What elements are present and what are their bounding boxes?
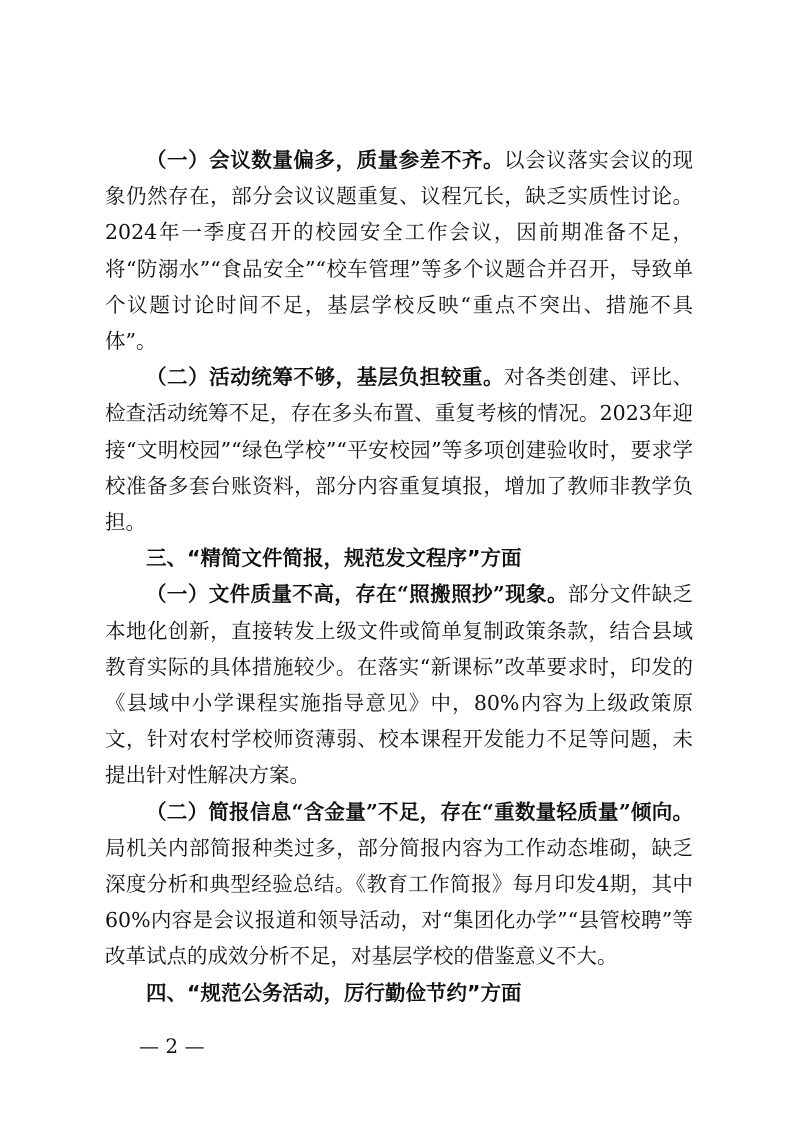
paragraph-lead: （一）文件质量不高，存在“照搬照抄”现象。 bbox=[146, 582, 568, 607]
paragraph-lead: （一）会议数量偏多，质量参差不齐。 bbox=[146, 148, 505, 172]
section-heading-3: 三、“精简文件简报，规范发文程序”方面 bbox=[146, 546, 522, 571]
paragraph-text: 以会议落实会议的现象仍然存在，部分会议议题重复、议程冗长，缺乏实质性讨论。2024年一季度召开的校园安全工作会议，因前期准备不足，将“防溺水”“食品安全”“校车管理”等多个议题合并召开，导致单个议题讨论时间不足，基层学校反映“重点不突出、措施不具体”。 bbox=[105, 148, 694, 354]
document-body bbox=[105, 142, 693, 1011]
paragraph-activities bbox=[105, 359, 693, 540]
paragraph-text: 部分文件缺乏本地化创新，直接转发上级文件或简单复制政策条款，结合县域教育实际的具体措施较少。在落实“新课标”改革要求时，印发的《县域中小学课程实施指导意见》中，80%内容为上级政策原文，针对农村学校师资薄弱、校本课程开发能力不足等问题，未提出针对性解决方案。 bbox=[105, 582, 693, 788]
paragraph-text: 局机关内部简报种类过多，部分简报内容为工作动态堆砌，缺乏深度分析和典型经验总结。《教育工作简报》每月印发4期，其中60%内容是会议报道和领导活动，对“集团化办学”“县管校聘”等改革试点的成效分析不足，对基层学校的借鉴意义不大。 bbox=[105, 835, 693, 969]
section-heading-4: 四、“规范公务活动，厉行勤俭节约”方面 bbox=[146, 980, 522, 1005]
page-number: — 2 — bbox=[139, 1034, 205, 1058]
paragraph-lead: （二）简报信息“含金量”不足，存在“重数量轻质量”倾向。 bbox=[146, 799, 693, 824]
paragraph-meetings bbox=[105, 142, 693, 359]
paragraph-document-quality bbox=[105, 576, 693, 793]
paragraph-briefing-quality bbox=[105, 794, 693, 975]
paragraph-text: 对各类创建、评比、检查活动统筹不足，存在多头布置、重复考核的情况。2023年迎接“文明校园”“绿色学校”“平安校园”等多项创建验收时，要求学校准备多套台账资料，部分内容重复填报，增加了教师非教学负担。 bbox=[105, 365, 694, 535]
paragraph-lead: （二）活动统筹不够，基层负担较重。 bbox=[146, 365, 505, 390]
